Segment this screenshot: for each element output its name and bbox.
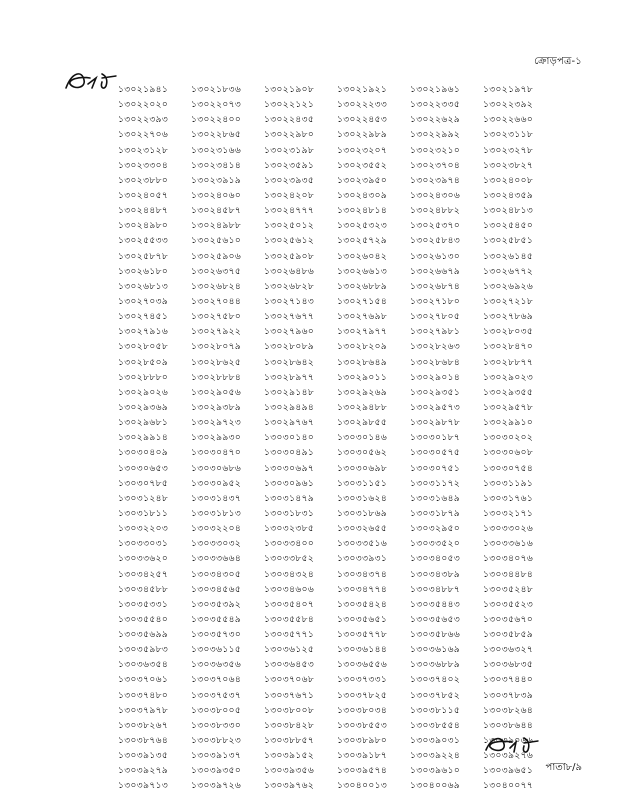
roll-number-cell: ১৩০২৯৯১৪ [118, 432, 169, 444]
roll-number-cell: ১৩০৩৩০৩২ [191, 538, 242, 550]
roll-number-cell: ১৩০২১৯৬১ [410, 84, 461, 95]
roll-number-cell: ১৩০৩৯৭১৩ [118, 780, 169, 792]
roll-number-cell: ১৩০২৮৯৭৭ [264, 371, 315, 383]
roll-number-cell: ১৩০৩১১৭২ [410, 477, 461, 489]
roll-number-cell: ১৩০২৫৪৫০ [483, 220, 534, 232]
roll-number-cell: ১৩০২৩৪১৪ [191, 159, 242, 171]
roll-number-cell: ১৩০৩৮০৩৪ [337, 704, 388, 716]
roll-number-cell: ১৩০২২০৭৩ [191, 99, 242, 111]
roll-number-cell: ১৩০৩৫৬৫১ [337, 613, 388, 625]
roll-number-cell: ১৩০২৩৫৫২ [337, 159, 388, 171]
roll-number-cell: ১৩০৩৫৮৫৯ [483, 629, 534, 641]
roll-number-cell: ১৩০৩০২০২ [483, 432, 534, 444]
roll-number-cell: ১৩০৩৫৭৭১ [264, 629, 315, 641]
roll-number-cell: ১৩০২৭৯৬০ [264, 326, 315, 338]
roll-number-cell: ১৩০৩৩৮৫২ [264, 553, 315, 565]
roll-number-cell: ১৩০২৮৬৪২ [264, 356, 315, 368]
roll-number-cell: ১৩০২৯৭৬৭ [264, 417, 315, 429]
roll-number-cell: ১৩০৩৪৩২৪ [264, 568, 315, 580]
roll-number-cell: ১৩০২২৯৮৯ [337, 129, 388, 141]
roll-number-cell: ১৩০২৩৫৯১ [264, 159, 315, 171]
roll-number-cell: ১৩০৩০১৪৬ [337, 432, 388, 444]
roll-number-cell: ১৩০২৩৩০৪ [118, 159, 169, 171]
roll-number-cell: ১৩০২৯৩৫৫ [483, 386, 534, 398]
roll-number-cell: ১৩০৩৬১৪৪ [337, 644, 388, 656]
roll-number-cell: ১৩০২৭৫৮০ [191, 311, 242, 323]
roll-number-cell: ১৩০২৮০৫৮ [118, 341, 169, 353]
roll-number-cell: ১৩০৩৭৮৫২ [410, 689, 461, 701]
roll-number-cell: ১৩০২৬৮৮৯ [337, 280, 388, 292]
roll-number-cell: ১৩০৩২৯৫০ [410, 523, 461, 535]
roll-number-cell: ১৩০২৭৬৭৭ [264, 311, 315, 323]
roll-number-cell: ১৩০২৬৮২৪ [191, 280, 242, 292]
roll-number-cell: ১৩০২৭২১৮ [483, 295, 534, 307]
roll-number-cell: ১৩০৩৯১৩৭ [191, 750, 242, 762]
roll-number-cell: ১৩০২২৭০৬ [118, 129, 169, 141]
roll-number-cell: ১৩০২৬০৪২ [337, 250, 388, 262]
roll-number-cell: ১৩০২৯০৫৬ [191, 386, 242, 398]
roll-number-cell: ১৩০২১৯৭৮ [483, 84, 534, 95]
roll-number-cell: ১৩০৩৮৯৮০ [337, 735, 388, 747]
roll-number-cell: ১৩০২৩২০৭ [337, 144, 388, 156]
roll-number-cell: ১৩০২৮৫০৯ [118, 356, 169, 368]
roll-number-cell: ১৩০২৬৮২৮ [264, 280, 315, 292]
roll-number-cell: ১৩০৩৭৪৪০ [483, 674, 534, 686]
roll-number-cell: ১৩০৩৫৬৯৯ [118, 629, 169, 641]
roll-number-cell: ১৩০২৪৩০৬ [410, 189, 461, 201]
roll-number-cell: ১৩০২৬৮৭৪ [410, 280, 461, 292]
roll-number-cell: ১৩০২৯৮৫৫ [337, 417, 388, 429]
roll-number-cell: ১৩০২৩৮৮০ [118, 174, 169, 186]
roll-number-cell: ১৩০২৫৬১২ [264, 235, 315, 247]
roll-number-cell: ১৩০৩৪৭৭৪ [337, 583, 388, 595]
roll-number-cell: ১৩০৩১৮১৩ [191, 507, 242, 519]
roll-number-cell: ১৩০২৯৫৭৩ [410, 401, 461, 413]
roll-number-cell: ১৩০৩২১৭১ [483, 507, 534, 519]
roll-number-cell: ১৩০৩৫৬৫৩ [410, 613, 461, 625]
roll-number-cell: ১৩০৩৮০০৮ [264, 704, 315, 716]
roll-number-cell: ১৩০৩৫৬৭০ [483, 613, 534, 625]
roll-number-cell: ১৩০৩৫৩৯২ [191, 598, 242, 610]
roll-number-cell: ১৩০৩৭০৬১ [118, 674, 169, 686]
roll-number-cell: ১৩০২২৩৩৫ [410, 99, 461, 111]
roll-number-cell: ১৩০২৯৪৮৮ [337, 401, 388, 413]
roll-number-cell: ১৩০৩৬৮৮৯ [410, 659, 461, 671]
roll-number-cell: ১৩০২৫৯০৬ [191, 250, 242, 262]
roll-number-cell: ১৩০৩৪০৭৬ [483, 553, 534, 565]
roll-number-cell: ১৩০২৭৮৬৯ [483, 311, 534, 323]
roll-number-cell: ১৩০২২০২০ [118, 99, 169, 111]
roll-number-cell: ১৩০২৪৭৭৭ [264, 205, 315, 217]
roll-number-cell: ১৩০৩৬১২৫ [264, 644, 315, 656]
roll-number-cell: ১৩০২২৩৯৩ [118, 114, 169, 126]
roll-number-cell: ১৩০২২৬৬০ [483, 114, 534, 126]
roll-number-cell: ১৩০৩৫৫৪৯ [191, 613, 242, 625]
roll-number-cell: ১৩০৩৮৭৬৪ [118, 735, 169, 747]
roll-number-cell: ১৩০৩৭৪৮০ [118, 689, 169, 701]
roll-number-cell: ১৩০৩৩৫২০ [410, 538, 461, 550]
roll-number-cell: ১৩০৩০১৮৭ [410, 432, 461, 444]
roll-number-cell: ১৩০৪০০১৩ [337, 780, 388, 792]
roll-number-cell: ১৩০২৫৫৩৩ [118, 235, 169, 247]
roll-number-cell: ১৩০২৭৯৭৭ [337, 326, 388, 338]
roll-number-cell: ১৩০২৮২০৯ [337, 341, 388, 353]
roll-number-cell: ১৩০২৯১৪৮ [264, 386, 315, 398]
roll-number-cell: ১৩০৩৭৩৩১ [337, 674, 388, 686]
roll-number-cell: ১৩০২৪৮১৩ [483, 205, 534, 217]
roll-number-cell: ১৩০২৭৯৮১ [410, 326, 461, 338]
roll-number-cell: ১৩০৩৬৫৫৬ [337, 659, 388, 671]
roll-number-cell: ১৩০৩০৫৭৫ [410, 447, 461, 459]
roll-number-cell: ১৩০২৩২১০ [410, 144, 461, 156]
roll-number-cell: ১৩০২৩৭০৪ [410, 159, 461, 171]
roll-number-cell: ১৩০৩৯১৮৭ [337, 750, 388, 762]
roll-number-cell: ১৩০৩৮২৬৪ [483, 704, 534, 716]
roll-number-cell: ১৩০৩৮৩৩০ [191, 719, 242, 731]
roll-number-cell: ১৩০৩০৪৭০ [191, 447, 242, 459]
roll-number-cell: ১৩০৩৩৬১৬ [483, 538, 534, 550]
roll-number-cell: ১৩০৩২৩৮৫ [264, 523, 315, 535]
roll-number-cell: ১৩০৩৪৫৬৫ [191, 583, 242, 595]
roll-number-cell: ১৩০২৪৩০৯ [337, 189, 388, 201]
roll-number-cell: ১৩০২৫৩৭০ [410, 220, 461, 232]
roll-number-cell: ১৩০২৯৪৯৪ [264, 401, 315, 413]
roll-number-cell: ১৩০২৮০৭৯ [191, 341, 242, 353]
roll-number-cell: ১৩০৩০৭৫১ [410, 462, 461, 474]
roll-number-cell: ১৩০৩১৭৬১ [483, 492, 534, 504]
roll-number-cell: ১৩০৩১৪৩৭ [191, 492, 242, 504]
roll-number-cell: ১৩০৩৫৪০৭ [264, 598, 315, 610]
roll-number-cell: ১৩০৩৮৮২৩ [191, 735, 242, 747]
roll-number-cell: ১৩০২১৯০৮ [264, 84, 315, 95]
roll-number-cell: ১৩০২৯০১১ [337, 371, 388, 383]
roll-number-cell: ১৩০২৬৪৮৬ [264, 265, 315, 277]
roll-number-cell: ১৩০৩১৮৬৯ [337, 507, 388, 519]
roll-number-cell: ১৩০২৭১৪৩ [264, 295, 315, 307]
roll-number-cell: ১৩০২৮০৮৯ [264, 341, 315, 353]
roll-number-cell: ১৩০২৬৬৭৯ [410, 265, 461, 277]
roll-number-cell: ১৩০৩০৬৮৬ [191, 462, 242, 474]
roll-number-cell: ১৩০২৫৮৪৩ [410, 235, 461, 247]
roll-number-cell: ১৩০২৩১২৮ [118, 144, 169, 156]
roll-number-cell: ১৩০৩৪৫৮৮ [118, 583, 169, 595]
roll-number-cell: ১৩০২৭৯১৬ [118, 326, 169, 338]
roll-number-cell: ১৩০৩০৫৬২ [337, 447, 388, 459]
roll-number-cell: ১৩০৩৫৪২৪ [337, 598, 388, 610]
roll-number-cell: ১৩০২২৪০০ [191, 114, 242, 126]
roll-number-cell: ১৩০৩১৬৪৯ [410, 492, 461, 504]
roll-number-cell: ১৩০৩৭৪০২ [410, 674, 461, 686]
roll-number-cell: ১৩০৩৪০৫৩ [410, 553, 461, 565]
roll-number-cell: ১৩০৩৪৩৭৪ [337, 568, 388, 580]
roll-number-cell: ১৩০২২৩৯২ [483, 99, 534, 111]
roll-number-cell: ১৩০২৭৮০৫ [410, 311, 461, 323]
roll-number-cell: ১৩০২৪৯৮০ [118, 220, 169, 232]
roll-number-cell: ১৩০৩৭৬৭১ [264, 689, 315, 701]
roll-number-cell: ১৩০৩৯২৭৯ [118, 765, 169, 777]
roll-number-cell: ১৩০২৩১৯৮ [264, 144, 315, 156]
roll-number-cell: ১৩০২৯০২৩ [483, 371, 534, 383]
roll-number-cell: ১৩০৩৩৯৩১ [337, 553, 388, 565]
roll-number-cell: ১৩০৩৫৯৮৩ [118, 644, 169, 656]
roll-number-cell: ১৩০৩৬৪৫৩ [264, 659, 315, 671]
roll-number-cell: ১৩০৩৮৫৫৩ [337, 719, 388, 731]
roll-number-cell: ১৩০৩৯৭২৬ [191, 780, 242, 792]
roll-number-cell: ১৩০৩২২০৪ [191, 523, 242, 535]
roll-number-cell: ১৩০৩৯১৩৫ [118, 750, 169, 762]
roll-number-cell: ১৩০৩৮৬৪৪ [483, 719, 534, 731]
roll-number-cell: ১৩০২৪২০৮ [264, 189, 315, 201]
roll-number-cell: ১৩০২৩৮২৭ [483, 159, 534, 171]
roll-number-cell: ১৩০৩২৬৫৫ [337, 523, 388, 535]
roll-number-cell: ১৩০২৪৪৮৭ [118, 205, 169, 217]
roll-number-cell: ১৩০২২৯৮০ [264, 129, 315, 141]
roll-number-cell: ১৩০২২১২১ [264, 99, 315, 111]
roll-number-cell: ১৩০২৯২৬৯ [337, 386, 388, 398]
roll-number-cell: ১৩০৩৯৩৫৬ [264, 765, 315, 777]
roll-number-cell: ১৩০৩১৮১১ [118, 507, 169, 519]
roll-number-cell: ১৩০২৮৮৮৪ [191, 371, 242, 383]
roll-number-cell: ১৩০৪০০৭৭ [483, 780, 534, 792]
roll-number-cell: ১৩০৩০১৪০ [264, 432, 315, 444]
roll-number-cell: ১৩০২৮৮৭৭ [483, 356, 534, 368]
roll-number-cell: ১৩০২৬৩৭৫ [191, 265, 242, 277]
roll-number-cell: ১৩০৩০৬৯৭ [264, 462, 315, 474]
roll-number-cell: ১৩০২৬৯২৬ [483, 280, 534, 292]
roll-number-cell: ১৩০২৫৮৫১ [483, 235, 534, 247]
roll-number-cell: ১৩০৩১৮৭৯ [410, 507, 461, 519]
roll-number-cell: ১৩০২৬৬১৩ [337, 265, 388, 277]
roll-number-cell: ১৩০২৯৮৭৮ [410, 417, 461, 429]
roll-number-cell: ১৩০২৮২৬৩ [410, 341, 461, 353]
roll-number-cell: ১৩০২১৯২১ [337, 84, 388, 95]
roll-number-cell: ১৩০৩৯০৩১ [410, 735, 461, 747]
roll-number-cell: ১৩০২৯০২৬ [118, 386, 169, 398]
roll-number-cell: ১৩০৩৭০৬৪ [191, 674, 242, 686]
handwritten-initials-top [62, 66, 122, 96]
roll-number-cell: ১৩০৩৭৯৭৮ [118, 704, 169, 716]
roll-number-cell: ১৩০২৭১৮০ [410, 295, 461, 307]
roll-number-cell: ১৩০৩০৭৮৫ [118, 477, 169, 489]
roll-number-cell: ১৩০৩৩৬২০ [118, 553, 169, 565]
roll-number-cell: ১৩০৩১২৪৮ [118, 492, 169, 504]
roll-number-cell: ১৩০৩৯৩৫০ [191, 765, 242, 777]
roll-number-cell: ১৩০২৪৮৮২ [410, 205, 461, 217]
roll-number-cell: ১৩০৩৪৩০৫ [191, 568, 242, 580]
roll-number-cell: ১৩০৩৩০২৬ [483, 523, 534, 535]
roll-number-cell: ১৩০২৭৬৯৮ [337, 311, 388, 323]
roll-number-cell: ১৩০৩৬১৬৯ [410, 644, 461, 656]
roll-number-cell: ১৩০২৩৯৩৫ [264, 174, 315, 186]
roll-number-cell: ১৩০২৩৯৭৪ [410, 174, 461, 186]
roll-number-cell: ১৩০২২৮৬৫ [191, 129, 242, 141]
roll-number-cell: ১৩০২৯৩৫১ [410, 386, 461, 398]
roll-number-cell: ১৩০৩৫৫২৩ [483, 598, 534, 610]
roll-number-cell: ১৩০৩৪৪৮৪ [483, 568, 534, 580]
roll-number-cell: ১৩০৩৬৩৫৬ [191, 659, 242, 671]
roll-number-cell: ১৩০২৯৩৬৯ [118, 401, 169, 413]
roll-number-cell: ১৩০২৮০৩৫ [483, 326, 534, 338]
roll-number-cell: ১৩০২৭০৪৪ [191, 295, 242, 307]
roll-number-cell: ১৩০২৬১৪৫ [483, 250, 534, 262]
roll-number-cell: ১৩০২৭৯২২ [191, 326, 242, 338]
roll-number-cell: ১৩০২১৮৩৬ [191, 84, 242, 95]
annexure-label: ক্রোড়পত্র-১ [534, 56, 582, 67]
roll-number-cell: ১৩০৩০৭৫৪ [483, 462, 534, 474]
roll-number-cell: ১৩০৩৫৩৩১ [118, 598, 169, 610]
roll-number-cell: ১৩০৩১১৯১ [483, 477, 534, 489]
roll-number-cell: ১৩০২৬১৮০ [118, 265, 169, 277]
roll-number-cell: ১৩০৩৩৫১৬ [337, 538, 388, 550]
roll-number-cell: ১৩০২৪৮১৪ [337, 205, 388, 217]
roll-number-cell: ১৩০২২৯৯২ [410, 129, 461, 141]
roll-number-cell: ১৩০৩০৬০৮ [483, 447, 534, 459]
roll-number-cell: ১৩০২৬৮১৩ [118, 280, 169, 292]
roll-number-cell: ১৩০৩৫৫৮৪ [264, 613, 315, 625]
page-number: পাতা৮/৯ [545, 762, 582, 773]
roll-number-cell: ১৩০২৪০৬০ [191, 189, 242, 201]
roll-number-cell: ১৩০৩৫৭৭৮ [337, 629, 388, 641]
roll-number-cell: ১৩০৩৭০৬৮ [264, 674, 315, 686]
roll-number-cell: ১৩০২৬১৩০ [410, 250, 461, 262]
roll-number-cell: ১৩০৩৫৫৪০ [118, 613, 169, 625]
roll-number-cell: ১৩০২৭৪৫১ [118, 311, 169, 323]
roll-number-cell: ১৩০২৩৯৫০ [337, 174, 388, 186]
roll-number-cell: ১৩০২৫৭২৯ [337, 235, 388, 247]
roll-number-cell: ১৩০২৮৬৪৯ [337, 356, 388, 368]
roll-number-cell: ১৩০২৫০১২ [264, 220, 315, 232]
roll-number-cell: ১৩০২২৪৫৩ [337, 114, 388, 126]
roll-number-cell: ১৩০৩৮০০৫ [191, 704, 242, 716]
roll-number-cell: ১৩০২৮৪৭০ [483, 341, 534, 353]
roll-number-cell: ১৩০৩৩৪০০ [264, 538, 315, 550]
roll-number-cell: ১৩০৩৪৬০৬ [264, 583, 315, 595]
roll-number-cell: ১৩০৩৮৮৫৭ [264, 735, 315, 747]
roll-number-cell: ১৩০২৫৮৭৮ [118, 250, 169, 262]
roll-number-cell: ১৩০২২৪৩৫ [264, 114, 315, 126]
roll-number-cell: ১৩০৩৪৮৮৭ [410, 583, 461, 595]
roll-number-cell: ১৩০৩৯০৬৬ [483, 735, 534, 747]
handwritten-initials-bottom [482, 730, 542, 760]
roll-number-cell: ১৩০৩৫৪৪৩ [410, 598, 461, 610]
roll-number-cell: ১৩০২৫৩২৩ [337, 220, 388, 232]
roll-number-cell: ১৩০৩৮৪২৮ [264, 719, 315, 731]
roll-number-cell: ১৩০৩৯১৫২ [264, 750, 315, 762]
roll-number-cell: ১৩০২৯৭২৩ [191, 417, 242, 429]
roll-number-cell: ১৩০৩৭৫৩৭ [191, 689, 242, 701]
roll-number-cell: ১৩০২৪০০৮ [483, 174, 534, 186]
roll-number-cell: ১৩০৩৪২৫৭ [118, 568, 169, 580]
roll-number-cell: ১৩০৩৫২৪৮ [483, 583, 534, 595]
roll-number-cell: ১৩০৩৭৮৩৯ [483, 689, 534, 701]
roll-number-cell: ১৩০২৮৬২৫ [191, 356, 242, 368]
roll-number-cell: ১৩০৩১১৫১ [337, 477, 388, 489]
roll-number-cell: ১৩০৩৮৫৫৪ [410, 719, 461, 731]
roll-number-cell: ১৩০৩৯২২৪ [410, 750, 461, 762]
roll-number-cell: ১৩০২৪০৫৭ [118, 189, 169, 201]
roll-number-cell: ১৩০৩০৯৫২ [191, 477, 242, 489]
roll-number-cell: ১৩০৩৯৫৭৪ [337, 765, 388, 777]
roll-number-cell: ১৩০৩৫৮৬৬ [410, 629, 461, 641]
roll-number-cell: ১৩০৩১৮৩১ [264, 507, 315, 519]
roll-number-cell: ১৩০২১৯৪১ [118, 84, 169, 95]
roll-number-cell: ১৩০৩৬৩২৭ [483, 644, 534, 656]
roll-number-cell: ১৩০২৩১১৮ [483, 129, 534, 141]
roll-number-cell: ১৩০৩৩৬৬৪ [191, 553, 242, 565]
roll-number-cell: ১৩০২৩২৭৮ [483, 144, 534, 156]
roll-number-cell: ১৩০২৫৬১০ [191, 235, 242, 247]
roll-number-cell: ১৩০২৪৫৮৭ [191, 205, 242, 217]
roll-number-cell: ১৩০৩৪৩৮৯ [410, 568, 461, 580]
roll-number-cell: ১৩০৩০৬৫৩ [118, 462, 169, 474]
roll-number-cell: ১৩০২৯৯৩০ [191, 432, 242, 444]
roll-number-cell: ১৩০৩৯৬১০ [410, 765, 461, 777]
roll-number-cell: ১৩০২৪৩৫৯ [483, 189, 534, 201]
roll-number-cell: ১৩০২৮৮৮০ [118, 371, 169, 383]
roll-number-cell: ১৩০৩৬৩৫৪ [118, 659, 169, 671]
roll-number-cell: ১৩০৩৮১১৫ [410, 704, 461, 716]
roll-number-grid [118, 82, 588, 794]
roll-number-cell: ১৩০২৮৬৮৪ [410, 356, 461, 368]
roll-number-cell: ১৩০৩১৪৭৯ [264, 492, 315, 504]
roll-number-cell: ১৩০২৩১৬৬ [191, 144, 242, 156]
roll-number-cell: ১৩০৩০৬৯৮ [337, 462, 388, 474]
roll-number-cell: ১৩০৩০৯৬১ [264, 477, 315, 489]
roll-number-cell: ১৩০৩০৪৯১ [264, 447, 315, 459]
roll-number-cell: ১৩০৩০৪০৯ [118, 447, 169, 459]
roll-number-cell: ১৩০৩২২০৩ [118, 523, 169, 535]
roll-number-cell: ১৩০২৯০১৪ [410, 371, 461, 383]
roll-number-cell: ১৩০২৯৫৭৮ [483, 401, 534, 413]
roll-number-cell: ১৩০২৯৬৮১ [118, 417, 169, 429]
roll-number-cell: ১৩০৩১৬২৪ [337, 492, 388, 504]
roll-number-cell: ১৩০৪০০৬৯ [410, 780, 461, 792]
roll-number-cell: ১৩০৩৫৭৩০ [191, 629, 242, 641]
roll-number-cell: ১৩০২৩৯১৯ [191, 174, 242, 186]
roll-number-cell: ১৩০২৭০৩৯ [118, 295, 169, 307]
roll-number-cell: ১৩০২৪৯৮৮ [191, 220, 242, 232]
roll-number-cell: ১৩০৩৯৭৬২ [264, 780, 315, 792]
roll-number-cell: ১৩০৩৩০৩১ [118, 538, 169, 550]
roll-number-cell: ১৩০২৫৯০৮ [264, 250, 315, 262]
roll-number-cell: ১৩০৩৭৮২৫ [337, 689, 388, 701]
roll-number-cell: ১৩০২২২৩৩ [337, 99, 388, 111]
roll-number-cell: ১৩০২৬৭৭২ [483, 265, 534, 277]
roll-number-cell: ১৩০৩৯৬৫১ [483, 765, 534, 777]
roll-number-cell: ১৩০২৭১৫৪ [337, 295, 388, 307]
roll-number-cell: ১৩০৩৮২৬৭ [118, 719, 169, 731]
roll-number-cell: ১৩০২৯৯১০ [483, 417, 534, 429]
roll-number-cell: ১৩০২৯৩৮৯ [191, 401, 242, 413]
roll-number-cell: ১৩০৩৬১১৫ [191, 644, 242, 656]
roll-number-cell: ১৩০৩৬৮৩৫ [483, 659, 534, 671]
roll-number-cell: ১৩০২২৬২৯ [410, 114, 461, 126]
roll-number-cell: ১৩০৩৯২৭৬ [483, 750, 534, 762]
